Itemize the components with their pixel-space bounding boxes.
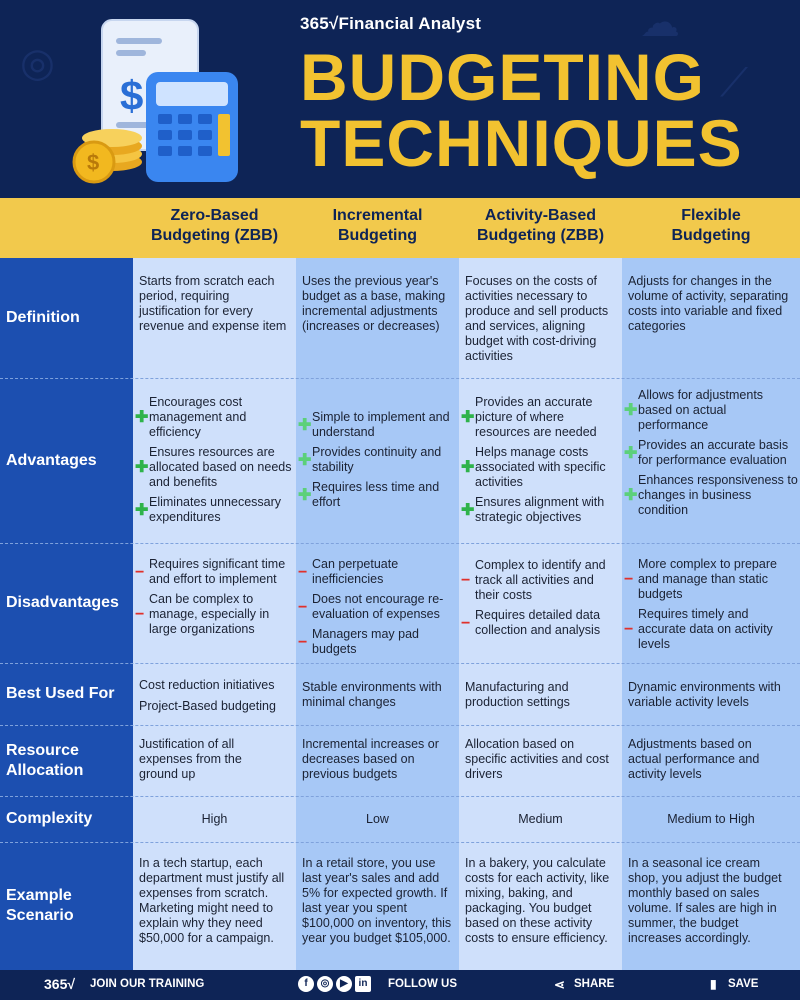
svg-text:$: $ bbox=[87, 150, 100, 175]
row-label-best-used-for: Best Used For bbox=[6, 685, 115, 702]
advantage-text: Helps manage costs associated with specific activities bbox=[475, 445, 606, 489]
column-header-text: Budgeting bbox=[337, 227, 418, 244]
list-item bbox=[624, 557, 798, 602]
complexity-zbb: High bbox=[201, 812, 228, 826]
advantage-text: Ensures alignment with strategic objectives bbox=[475, 495, 605, 524]
youtube-icon[interactable]: ▶ bbox=[336, 976, 352, 992]
save-button[interactable]: SAVE bbox=[728, 978, 759, 990]
complexity-incremental: Low bbox=[366, 812, 389, 826]
list-item bbox=[298, 557, 458, 587]
minus-icon: − bbox=[135, 563, 145, 581]
follow-us-label: FOLLOW US bbox=[388, 978, 457, 990]
plus-icon: ✚ bbox=[298, 416, 312, 434]
list-item bbox=[135, 395, 293, 440]
advantage-text: Enhances responsiveness to changes in business condition bbox=[638, 473, 798, 517]
advantage-text: Eliminates unnecessary expenditures bbox=[149, 495, 282, 524]
row-label-text: Allocation bbox=[6, 761, 84, 779]
minus-icon: − bbox=[298, 633, 308, 651]
row-label-text: Resource bbox=[6, 741, 79, 759]
bookmark-icon[interactable]: ▮ bbox=[710, 977, 717, 991]
best-used-text: Project-Based budgeting bbox=[139, 699, 276, 713]
minus-icon: − bbox=[298, 598, 308, 616]
resource-allocation-flexible: Adjustments based on actual performance and activity levels bbox=[628, 737, 760, 781]
svg-text:$: $ bbox=[120, 72, 144, 119]
disadvantage-text: Managers may pad budgets bbox=[312, 627, 420, 656]
advantage-text: Provides an accurate picture of where resources are needed bbox=[475, 395, 597, 439]
plus-icon: ✚ bbox=[135, 409, 149, 426]
minus-icon: − bbox=[624, 571, 634, 588]
share-button[interactable]: SHARE bbox=[574, 978, 615, 990]
plus-icon: ✚ bbox=[461, 459, 475, 476]
advantages-flexible bbox=[624, 388, 798, 523]
plus-icon: ✚ bbox=[298, 451, 312, 469]
minus-icon: − bbox=[461, 572, 471, 589]
column-header-text: Activity-Based bbox=[484, 207, 597, 224]
advantage-text: Encourages cost management and efficiency bbox=[149, 395, 247, 439]
column-header-text: Budgeting (ZBB) bbox=[150, 227, 279, 244]
disadvantage-text: Does not encourage re-evaluation of expenses bbox=[312, 592, 444, 621]
row-label-complexity: Complexity bbox=[6, 810, 93, 827]
example-flexible: In a seasonal ice cream shop, you adjust the budget monthly based on sales volume. If sales are high in summer, the budget increases accordingly. bbox=[628, 856, 782, 945]
list-item bbox=[461, 395, 619, 440]
minus-icon: − bbox=[135, 606, 145, 623]
example-incremental: In a retail store, you use last year's sales and add 5% for expected growth. If last year you spent $100,000 on inventory, this year you budget $105,000. bbox=[302, 856, 452, 945]
plus-icon: ✚ bbox=[135, 501, 149, 519]
advantage-text: Allows for adjustments based on actual performance bbox=[638, 388, 764, 432]
row-label-text: Scenario bbox=[6, 907, 74, 924]
list-item bbox=[624, 438, 798, 468]
list-item bbox=[298, 480, 456, 510]
instagram-icon[interactable]: ◎ bbox=[317, 976, 333, 992]
minus-icon: − bbox=[298, 563, 308, 581]
row-label-disadvantages: Disadvantages bbox=[6, 594, 119, 611]
example-activity-based: In a bakery, you calculate costs for each activity, like mixing, baking, and packaging. You budget based on these activity costs to ensure efficiency. bbox=[465, 856, 610, 945]
footer-brand-logo: 365√ bbox=[44, 976, 76, 992]
definition-activity-based: Focuses on the costs of activities necessary to produce and sell products and services, aligning budget with cost-driving activities bbox=[465, 274, 609, 363]
disadvantage-text: Can be complex to manage, especially in large organizations bbox=[149, 592, 270, 636]
disadvantage-text: More complex to prepare and manage than static budgets bbox=[638, 557, 777, 601]
calculator-illustration-icon bbox=[60, 12, 260, 192]
column-header-text: Zero-Based bbox=[170, 207, 259, 224]
list-item bbox=[624, 388, 798, 433]
definition-zbb: Starts from scratch each period, requiring justification for every revenue and expense item bbox=[139, 274, 287, 333]
disadvantages-activity-based bbox=[461, 558, 621, 643]
title-line-2: TECHNIQUES bbox=[300, 106, 743, 180]
plus-icon: ✚ bbox=[461, 409, 475, 426]
column-header-incremental bbox=[296, 206, 459, 252]
resource-allocation-incremental: Incremental increases or decreases based on previous budgets bbox=[302, 737, 439, 781]
advantage-text: Ensures resources are allocated based on needs and benefits bbox=[149, 445, 292, 489]
definition-flexible: Adjusts for changes in the volume of activity, separating costs into variable and fixed categories bbox=[628, 274, 789, 333]
advantage-text: Provides continuity and stability bbox=[312, 445, 442, 474]
row-label-definition: Definition bbox=[6, 309, 80, 326]
disadvantage-text: Requires timely and accurate data on activity levels bbox=[638, 607, 773, 651]
advantage-text: Simple to implement and understand bbox=[312, 410, 450, 439]
minus-icon: − bbox=[624, 621, 634, 638]
resource-allocation-activity-based: Allocation based on specific activities and cost drivers bbox=[465, 737, 609, 781]
coin-background-icon: ◎ bbox=[20, 40, 55, 86]
list-item bbox=[298, 592, 458, 622]
row-label-text: Example bbox=[6, 887, 72, 904]
best-used-for-flexible: Dynamic environments with variable activity levels bbox=[628, 680, 781, 709]
list-item bbox=[461, 445, 619, 490]
list-item bbox=[461, 558, 621, 603]
example-zbb: In a tech startup, each department must justify all expenses from scratch. Marketing might need to explain why they need $50,000 for a campaign. bbox=[139, 856, 285, 945]
list-item bbox=[461, 608, 621, 638]
list-item bbox=[624, 473, 798, 518]
advantages-incremental bbox=[298, 410, 456, 515]
share-icon[interactable]: ⋖ bbox=[554, 977, 565, 992]
social-icons bbox=[298, 976, 374, 992]
list-item bbox=[624, 607, 798, 652]
title-line-1: BUDGETING bbox=[300, 40, 705, 114]
list-item bbox=[135, 592, 293, 637]
disadvantage-text: Can perpetuate inefficiencies bbox=[312, 557, 399, 586]
chart-background-icon: ⟋ bbox=[720, 60, 748, 106]
column-header-text: Flexible bbox=[681, 207, 741, 224]
plus-icon: ✚ bbox=[624, 444, 638, 462]
list-item bbox=[298, 410, 456, 440]
row-label-example-scenario bbox=[6, 842, 131, 970]
linkedin-icon[interactable]: in bbox=[355, 976, 371, 992]
complexity-activity-based: Medium bbox=[518, 812, 563, 826]
minus-icon: − bbox=[461, 614, 471, 632]
row-label-advantages: Advantages bbox=[6, 451, 97, 469]
join-training-link[interactable]: JOIN OUR TRAINING bbox=[90, 978, 205, 990]
column-header-row bbox=[0, 198, 800, 258]
list-item bbox=[135, 495, 293, 525]
best-used-for-activity-based: Manufacturing and production settings bbox=[465, 680, 570, 709]
advantages-zbb bbox=[135, 395, 293, 530]
disadvantage-text: Requires detailed data collection and analysis bbox=[475, 608, 601, 637]
brand-logo: 365√Financial Analyst bbox=[300, 14, 482, 33]
complexity-flexible: Medium to High bbox=[667, 812, 755, 826]
facebook-icon[interactable]: f bbox=[298, 976, 314, 992]
best-used-for-incremental: Stable environments with minimal changes bbox=[302, 680, 442, 709]
list-item bbox=[298, 627, 458, 657]
advantages-activity-based bbox=[461, 395, 619, 530]
advantage-text: Provides an accurate basis for performance evaluation bbox=[638, 438, 789, 467]
plus-icon: ✚ bbox=[298, 486, 312, 504]
column-header-flexible bbox=[622, 206, 800, 252]
column-header-text: Budgeting (ZBB) bbox=[476, 227, 605, 244]
plus-icon: ✚ bbox=[461, 501, 475, 519]
header bbox=[0, 0, 800, 198]
definition-incremental: Uses the previous year's budget as a base, making incremental adjustments (increases or decreases) bbox=[302, 274, 446, 333]
column-header-zbb bbox=[133, 206, 296, 252]
resource-allocation-zbb: Justification of all expenses from the ground up bbox=[139, 737, 242, 781]
cloud-background-icon: ☁ bbox=[640, 0, 680, 46]
disadvantage-text: Complex to identify and track all activities and their costs bbox=[475, 558, 606, 602]
column-header-text: Budgeting bbox=[671, 227, 751, 244]
list-item bbox=[298, 445, 456, 475]
list-item bbox=[135, 557, 293, 587]
list-item bbox=[135, 445, 293, 490]
row-label-resource-allocation bbox=[6, 725, 131, 796]
advantage-text: Requires less time and effort bbox=[312, 480, 440, 509]
best-used-text: Cost reduction initiatives bbox=[139, 678, 275, 692]
plus-icon: ✚ bbox=[624, 402, 638, 419]
plus-icon: ✚ bbox=[135, 459, 149, 476]
list-item bbox=[461, 495, 619, 525]
page-title bbox=[300, 40, 743, 180]
disadvantages-flexible bbox=[624, 557, 798, 657]
best-used-for-zbb bbox=[139, 678, 293, 714]
footer bbox=[0, 970, 800, 1000]
disadvantages-incremental bbox=[298, 557, 458, 662]
plus-icon: ✚ bbox=[624, 487, 638, 504]
column-header-activity-based bbox=[459, 206, 622, 252]
disadvantages-zbb bbox=[135, 557, 293, 642]
column-header-text: Incremental bbox=[332, 207, 423, 224]
disadvantage-text: Requires significant time and effort to implement bbox=[149, 557, 286, 586]
